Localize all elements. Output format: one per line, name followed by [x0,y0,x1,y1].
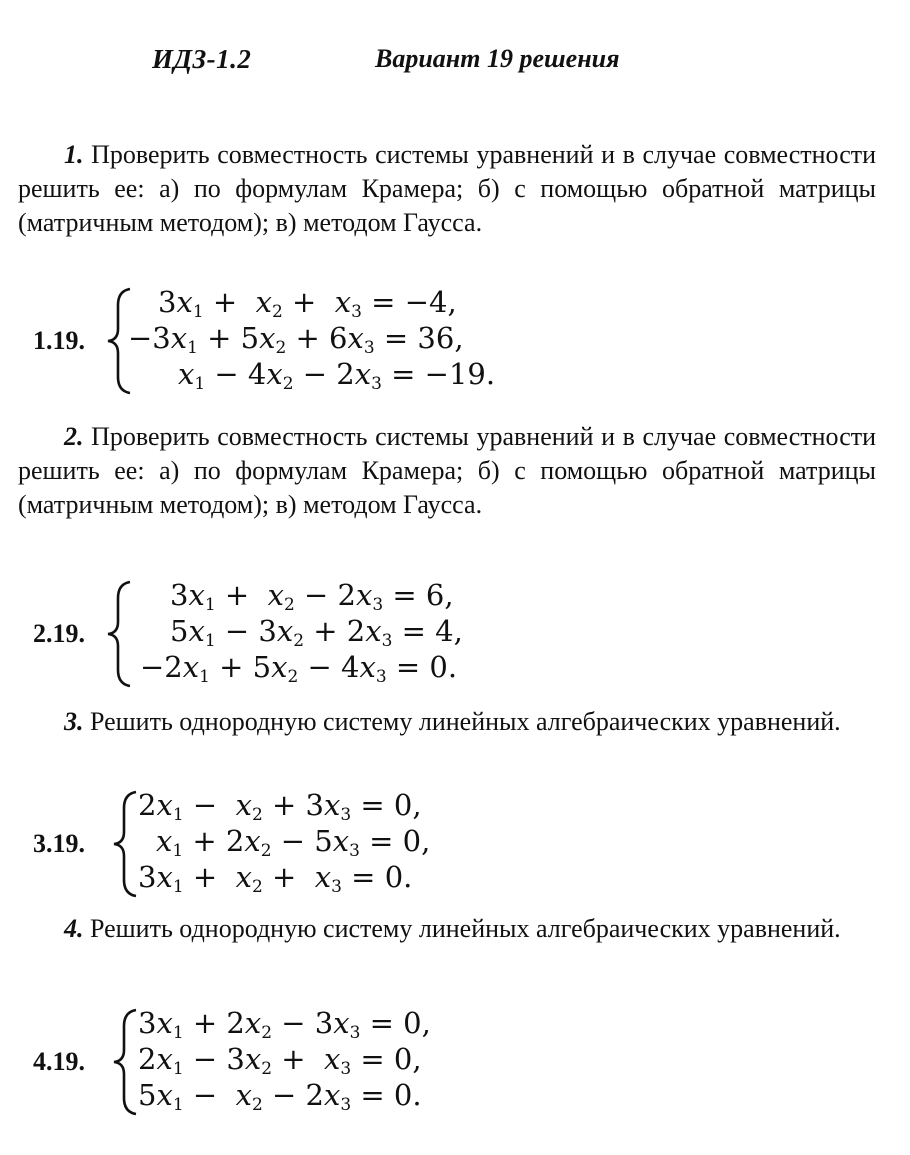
system-4-label: 4.19. [33,1047,85,1076]
system-1-equation-2: $-3x_1 + 5x_2 + 6x_3 = 36$, [128,321,464,358]
system-2-label: 2.19. [33,619,85,648]
system-4-equation-2: $2x_1 - 3x_2 + x_3 = 0$, [138,1042,422,1079]
problem-2-text: Проверить совместность системы уравнений и в случае совместности решить ее: а) по формулам Крамера; б) с помощью обратной матрицы (матричным методом); в) методом Гаусса. [18,422,877,519]
problem-3-number: 3. [64,707,84,736]
brace-icon [110,1008,140,1116]
brace-icon [110,790,140,898]
problem-4-number: 4. [64,914,84,943]
variant-title: Вариант 19 решения [375,44,620,73]
document-id: ИДЗ-1.2 [152,44,252,74]
system-1-equation-1: $3x_1 + x_2 + x_3 = -4$, [158,285,457,322]
system-2-equation-2: $5x_1 - 3x_2 + 2x_3 = 4$, [170,614,463,651]
problem-4-statement [18,912,876,946]
problem-4-text: Решить однородную систему линейных алгебраических уравнений. [90,914,841,943]
system-1-equation-3: $x_1 - 4x_2 - 2x_3 = -19$. [178,357,496,394]
system-4-equation-3: $5x_1 - x_2 - 2x_3 = 0$. [138,1078,422,1115]
problem-1-statement [18,138,876,240]
problem-3-text: Решить однородную систему линейных алгебраических уравнений. [90,707,841,736]
problem-3-statement [18,705,876,739]
system-2-equation-1: $3x_1 + x_2 - 2x_3 = 6$, [170,578,454,615]
problem-1-number: 1. [64,140,84,169]
system-1-label: 1.19. [33,326,85,355]
system-3-equation-1: $2x_1 - x_2 + 3x_3 = 0$, [138,788,422,825]
system-4-equation-1: $3x_1 + 2x_2 - 3x_3 = 0$, [138,1006,431,1043]
system-2-equation-3: $-2x_1 + 5x_2 - 4x_3 = 0$. [140,650,458,687]
problem-2-statement [18,420,876,522]
problem-1-text: Проверить совместность системы уравнений и в случае совместности решить ее: а) по формулам Крамера; б) с помощью обратной матрицы (матричным методом); в) методом Гаусса. [18,140,877,237]
problem-2-number: 2. [64,422,84,451]
system-3-label: 3.19. [33,829,85,858]
system-3-equation-2: $x_1 + 2x_2 - 5x_3 = 0$, [156,824,431,861]
system-3-equation-3: $3x_1 + x_2 + x_3 = 0$. [138,860,413,897]
brace-icon [104,580,134,688]
